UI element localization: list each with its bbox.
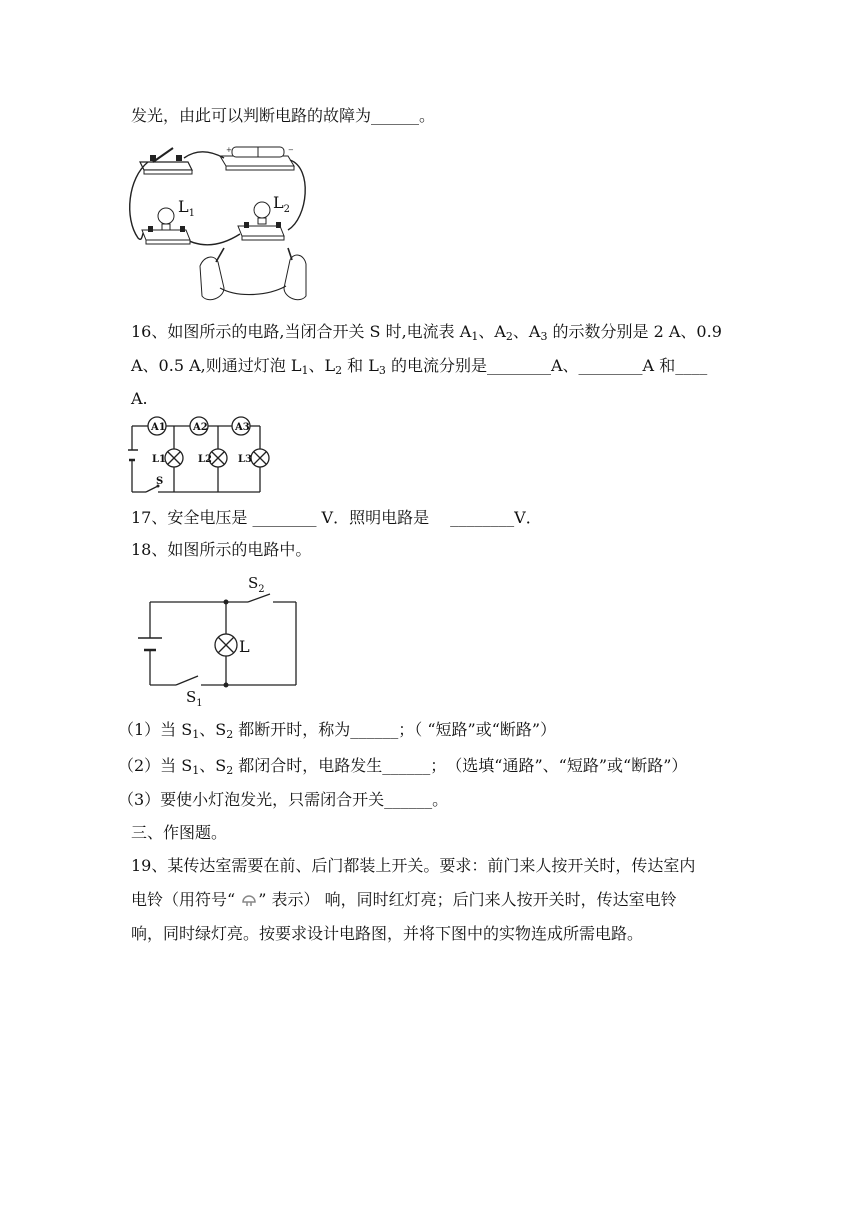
q19-line-3: 响，同时绿灯亮。按要求设计电路图，并将下图中的实物连成所需电路。 [131,924,644,943]
q15-text: 发光，由此可以判断电路的故障为______。 [131,106,436,125]
q19-line-1: 19、某传达室需要在前、后门都装上开关。要求：前门来人按开关时，传达室内 [131,856,696,875]
ammeter-a3-label: A3 [235,422,250,433]
q15-circuit-figure [128,138,328,306]
q16-line-3: A. [131,389,148,408]
section-3-heading: 三、作图题。 [131,823,228,842]
svg-text:−: − [288,146,294,154]
ammeter-a2-label: A2 [193,422,208,433]
q18-part-2: （2）当 $S_1$、$S_2$ 都闭合时，电路发生______； （选填“通路”、“短路”或“断路”） [118,756,688,777]
svg-text:+: + [226,146,232,154]
q15-label-l2: $L_2$ [273,193,290,215]
switch-s1-label: $S_1$ [186,688,203,709]
lamp-l-label: L [239,637,250,656]
q16-circuit-diagram [128,414,270,496]
q18-part-3: （3）要使小灯泡发光，只需闭合开关______。 [118,790,449,809]
lamp-l3-label: L3 [238,454,252,465]
q18-title: 18、如图所示的电路中。 [131,540,312,559]
q18-part-1: （1）当 $S_1$、$S_2$ 都断开时，称为______；（ “短路”或“断路”） [118,720,557,741]
q15-label-l1: $L_1$ [178,197,195,219]
q19-line-2: 电铃（用符号“ ” 表示） 响，同时红灯亮；后门来人按开关时，传达室电铃 [131,890,677,909]
ammeter-a1-label: A1 [151,422,166,433]
switch-s-label: S [156,476,164,487]
q17-text: 17、安全电压是 ________ V．照明电路是 ________V． [131,508,542,527]
switch-s2-label: $S_2$ [248,574,265,595]
lamp-l2-label: L2 [198,454,212,465]
q18-circuit-diagram [128,570,308,710]
q16-line-1: 16、如图所示的电路,当闭合开关 S 时,电流表 $A_1$、$A_2$、$A_3$ 的示数分别是 2 A、0.9 [131,322,722,343]
lamp-l1-label: L1 [152,454,166,465]
bell-symbol-icon [240,891,258,907]
q16-line-2: A、0.5 A,则通过灯泡 $L_1$、$L_2$ 和 $L_3$ 的电流分别是________A、________A 和____ [131,356,708,377]
